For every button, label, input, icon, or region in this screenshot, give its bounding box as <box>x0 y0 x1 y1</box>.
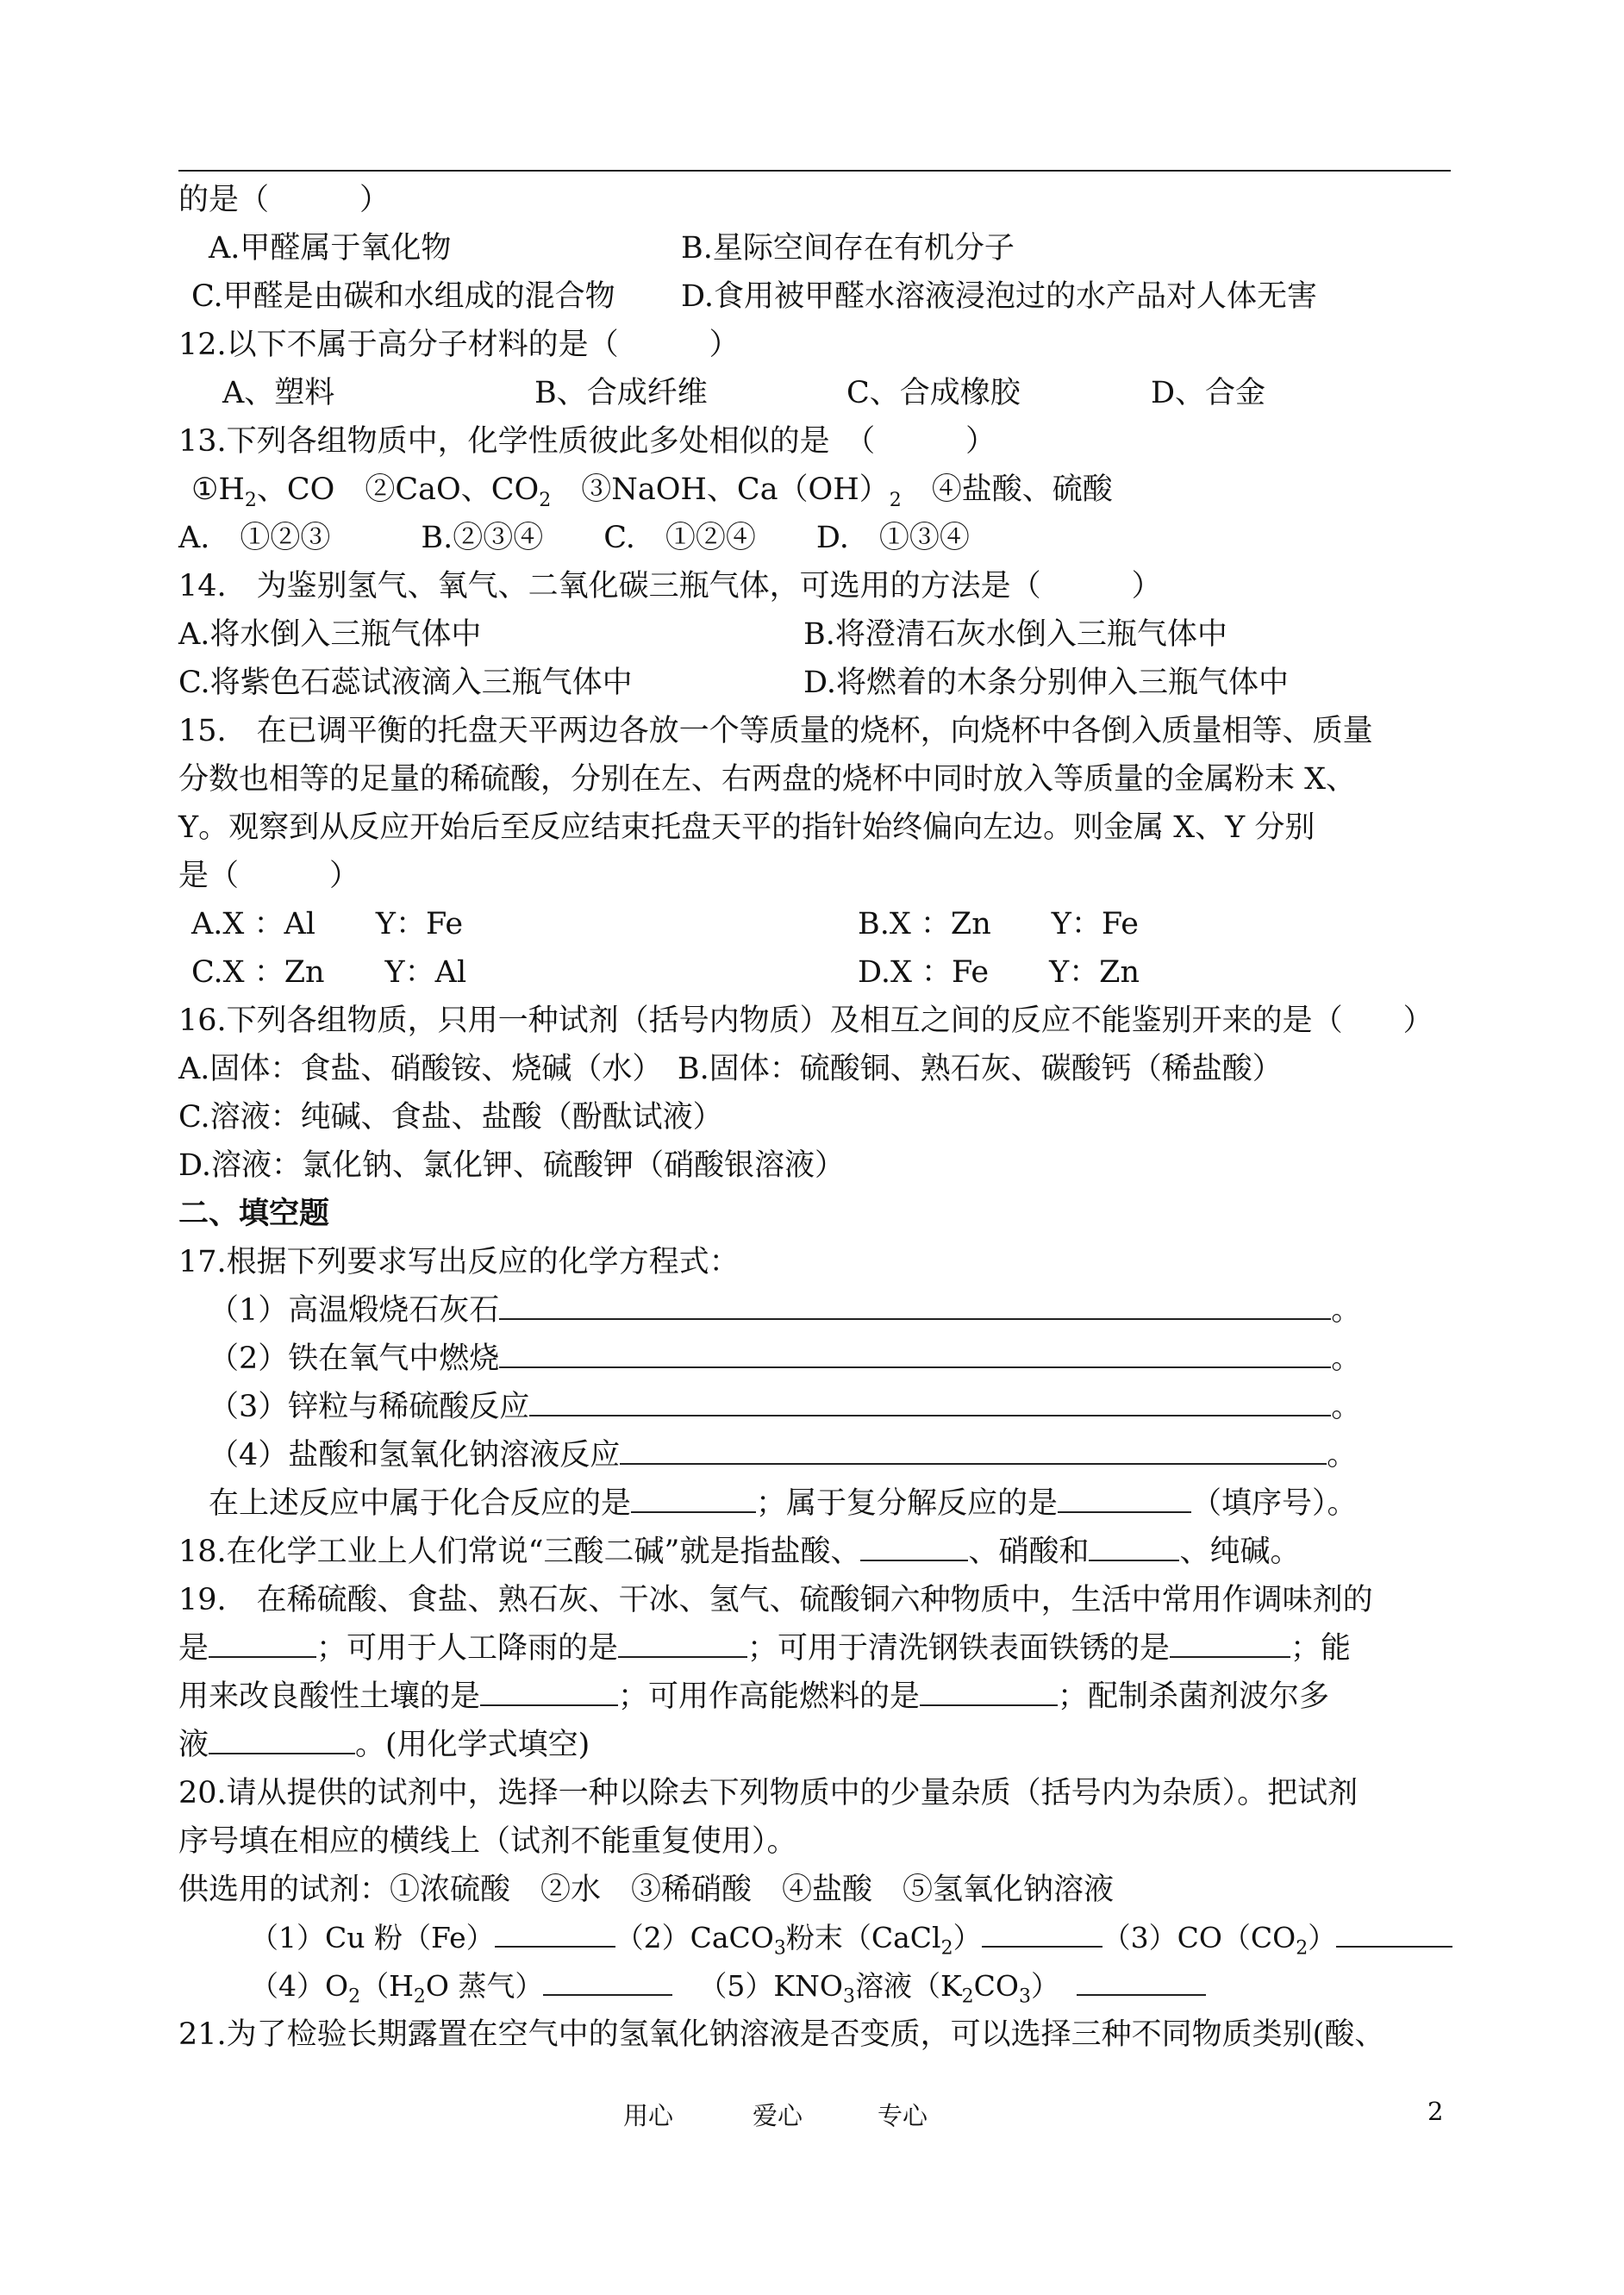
answer-blank[interactable] <box>1058 1485 1191 1513</box>
q11-option-a: A.甲醛属于氧化物 <box>209 231 452 266</box>
answer-blank[interactable] <box>982 1920 1102 1948</box>
q13-g1-post: 、CO ②CaO、CO <box>256 472 540 507</box>
header-rule <box>178 170 1451 172</box>
section-heading: 二、填空题 <box>178 1196 330 1231</box>
q17-item-4 <box>209 1435 1357 1476</box>
q20-item-2a: （2）CaCO <box>615 1921 774 1954</box>
footer-motto-2: 爱心 <box>753 2101 803 2130</box>
q13-g1-sub: 2 <box>244 490 257 511</box>
q13-groups <box>191 469 1113 510</box>
q17-item-3-end: 。 <box>1331 1390 1362 1424</box>
q20-item-5c: CO <box>973 1969 1019 2003</box>
q12-option-a: A、塑料 <box>222 376 335 410</box>
q17-summary-a: 在上述反应中属于化合反应的是 <box>209 1486 632 1521</box>
answer-blank[interactable] <box>543 1968 672 1996</box>
q19-l3a: 用来改良酸性土壤的是 <box>178 1679 481 1714</box>
q12-option-b: B、合成纤维 <box>534 376 708 410</box>
answer-blank[interactable] <box>209 1727 355 1754</box>
q17-summary <box>209 1483 1358 1524</box>
answer-blank[interactable] <box>499 1292 1331 1320</box>
answer-blank[interactable] <box>631 1485 756 1513</box>
q20-item-2-sub: 3 <box>773 1937 786 1960</box>
q20-item-2-sub2: 2 <box>940 1937 953 1960</box>
q20-item-3-sub: 2 <box>1296 1937 1309 1960</box>
answer-blank[interactable] <box>920 1679 1058 1706</box>
q15-option-b: B.X ：Zn Y：Fe <box>858 907 1139 941</box>
q19-l3b: ；可用作高能燃料的是 <box>618 1679 921 1714</box>
q18-c: 、纯碱。 <box>1179 1535 1301 1569</box>
q20-items-row-2 <box>250 1966 1206 2007</box>
q20-item-5d: ） <box>1030 1969 1059 2003</box>
answer-blank[interactable] <box>1170 1630 1290 1658</box>
q20-item-2b: 粉末（CaCl <box>785 1921 941 1954</box>
q19-l3c: ；配制杀菌剂波尔多 <box>1058 1679 1330 1714</box>
q19-l4b: 。(用化学式填空) <box>355 1728 590 1762</box>
q17-summary-b: ；属于复分解反应的是 <box>756 1486 1059 1521</box>
answer-blank[interactable] <box>209 1630 316 1658</box>
q16-option-ab: A.固体：食盐、硝酸铵、烧碱（水） B.固体：硫酸铜、熟石灰、碳酸钙（稀盐酸） <box>178 1052 1283 1086</box>
q11-option-d: D.食用被甲醛水溶液浸泡过的水产品对人体无害 <box>681 279 1317 314</box>
q17-item-2-end: 。 <box>1331 1341 1362 1376</box>
q20-line-1: 20.请从提供的试剂中，选择一种以除去下列物质中的少量杂质（括号内为杂质）。把试剂 <box>178 1776 1359 1810</box>
q18-a: 18.在化学工业上人们常说“三酸二碱”就是指盐酸、 <box>178 1535 861 1569</box>
q18 <box>178 1531 1300 1573</box>
q14-option-b: B.将澄清石灰水倒入三瓶气体中 <box>803 617 1227 652</box>
answer-blank[interactable] <box>1089 1534 1179 1561</box>
q17-stem: 17.根据下列要求写出反应的化学方程式： <box>178 1245 740 1279</box>
q20-item-2c: ） <box>953 1921 982 1954</box>
q20-item-5-sub2: 2 <box>961 1985 974 2008</box>
q13-stem: 13.下列各组物质中，化学性质彼此多处相似的是 （ ） <box>178 424 996 459</box>
q19-l2d: ；能 <box>1290 1631 1352 1666</box>
q19-line-2 <box>178 1628 1351 1669</box>
q20-item-5-sub: 3 <box>842 1985 855 2008</box>
answer-blank[interactable] <box>1336 1920 1452 1948</box>
answer-blank[interactable] <box>480 1679 618 1706</box>
q12-option-d: D、合金 <box>1151 376 1266 410</box>
q15-option-c: C.X ：Zn Y：Al <box>191 955 467 990</box>
q20-item-5-sub3: 3 <box>1018 1985 1031 2008</box>
q11-option-c: C.甲醛是由碳和水组成的混合物 <box>191 279 615 314</box>
q21-line-1: 21.为了检验长期露置在空气中的氢氧化钠溶液是否变质，可以选择三种不同物质类别(酸、 <box>178 2017 1385 2052</box>
q20-item-5a: （5）KNO <box>698 1969 843 2003</box>
q13-g4: ④盐酸、硫酸 <box>901 472 1113 507</box>
q13-g3-sub: 2 <box>889 490 902 511</box>
q16-option-c: C.溶液：纯碱、食盐、盐酸（酚酞试液） <box>178 1100 723 1135</box>
q20-item-5b: 溶液（K <box>854 1969 962 2003</box>
q16-stem: 16.下列各组物质，只用一种试剂（括号内物质）及相互之间的反应不能鉴别开来的是（ ） <box>178 1004 1433 1038</box>
q20-reagents: 供选用的试剂：①浓硫酸 ②水 ③稀硝酸 ④盐酸 ⑤氢氧化钠溶液 <box>178 1873 1115 1907</box>
q15-line-3: Y。观察到从反应开始后至反应结束托盘天平的指针始终偏向左边。则金属 X、Y 分别 <box>178 810 1315 845</box>
q13-g2-sub: 2 <box>539 490 552 511</box>
answer-blank[interactable] <box>860 1534 968 1561</box>
answer-blank[interactable] <box>499 1341 1331 1368</box>
answer-blank[interactable] <box>495 1920 615 1948</box>
q19-line-4 <box>178 1724 590 1766</box>
q20-item-3b: ） <box>1308 1921 1337 1954</box>
page-number: 2 <box>1427 2097 1444 2126</box>
q19-l4a: 液 <box>178 1728 209 1762</box>
q17-item-1-end: 。 <box>1331 1293 1362 1328</box>
q11-stem-tail <box>178 179 390 221</box>
q18-b: 、硝酸和 <box>968 1535 1090 1569</box>
q20-item-4a: （4）O <box>250 1969 349 2003</box>
q12-stem: 12.以下不属于高分子材料的是（ ） <box>178 328 740 362</box>
answer-blank[interactable] <box>529 1389 1331 1416</box>
q19-l2a: 是 <box>178 1631 209 1666</box>
answer-blank[interactable] <box>618 1630 747 1658</box>
q17-item-3-label: （3）锌粒与稀硫酸反应 <box>209 1390 530 1424</box>
q17-item-4-end: 。 <box>1327 1438 1358 1473</box>
q17-item-4-label: （4）盐酸和氢氧化钠溶液反应 <box>209 1438 621 1473</box>
q17-item-1 <box>209 1290 1361 1331</box>
q11-tail-text: 的是（ ） <box>178 183 390 217</box>
q20-items-row-1 <box>250 1917 1452 1959</box>
q19-l2b: ；可用于人工降雨的是 <box>316 1631 619 1666</box>
q17-item-1-label: （1）高温煅烧石灰石 <box>209 1293 500 1328</box>
answer-blank[interactable] <box>1077 1968 1206 1996</box>
q14-option-a: A.将水倒入三瓶气体中 <box>178 617 482 652</box>
answer-blank[interactable] <box>620 1437 1327 1465</box>
q19-line-1: 19. 在稀硫酸、食盐、熟石灰、干冰、氢气、硫酸铜六种物质中，生活中常用作调味剂的 <box>178 1583 1373 1617</box>
q15-line-1: 15. 在已调平衡的托盘天平两边各放一个等质量的烧杯，向烧杯中各倒入质量相等、质量 <box>178 714 1373 748</box>
q15-line-4: 是（ ） <box>178 859 360 893</box>
q14-stem: 14. 为鉴别氢气、氧气、二氧化碳三瓶气体，可选用的方法是（ ） <box>178 569 1162 603</box>
footer-motto-3: 专心 <box>878 2101 928 2130</box>
q19-l2c: ；可用于清洗钢铁表面铁锈的是 <box>747 1631 1171 1666</box>
q11-option-b: B.星际空间存在有机分子 <box>681 231 1015 266</box>
q20-item-3a: （3）CO（CO <box>1102 1921 1296 1954</box>
footer-motto-1: 用心 <box>623 2101 674 2130</box>
q20-item-4c: O 蒸气） <box>425 1969 544 2003</box>
q17-summary-c: （填序号）。 <box>1191 1486 1358 1521</box>
q16-option-d: D.溶液：氯化钠、氯化钾、硫酸钾（硝酸银溶液） <box>178 1148 845 1183</box>
q14-option-c: C.将紫色石蕊试液滴入三瓶气体中 <box>178 666 633 700</box>
q17-item-2-label: （2）铁在氧气中燃烧 <box>209 1341 500 1376</box>
q20-item-1: （1）Cu 粉（Fe） <box>250 1921 495 1954</box>
q15-option-d: D.X ：Fe Y：Zn <box>858 955 1140 990</box>
q13-g3: ③NaOH、Ca（OH） <box>551 472 890 507</box>
q20-item-4b: （H <box>360 1969 414 2003</box>
q12-option-c: C、合成橡胶 <box>846 376 1021 410</box>
q15-line-2: 分数也相等的足量的稀硫酸，分别在左、右两盘的烧杯中同时放入等质量的金属粉末 X、 <box>178 762 1357 797</box>
q20-line-2: 序号填在相应的横线上（试剂不能重复使用）。 <box>178 1824 797 1859</box>
q15-option-a: A.X ：Al Y：Fe <box>191 907 464 941</box>
q13-g1-pre: ①H <box>191 472 245 507</box>
q19-line-3 <box>178 1676 1329 1717</box>
q20-item-4-sub2: 2 <box>413 1985 426 2008</box>
q20-item-4-sub: 2 <box>348 1985 361 2008</box>
q17-item-2 <box>209 1338 1361 1379</box>
q14-option-d: D.将燃着的木条分别伸入三瓶气体中 <box>803 666 1289 700</box>
q17-item-3 <box>209 1386 1361 1428</box>
q13-options: A. ①②③ B.②③④ C. ①②④ D. ①③④ <box>178 521 970 555</box>
